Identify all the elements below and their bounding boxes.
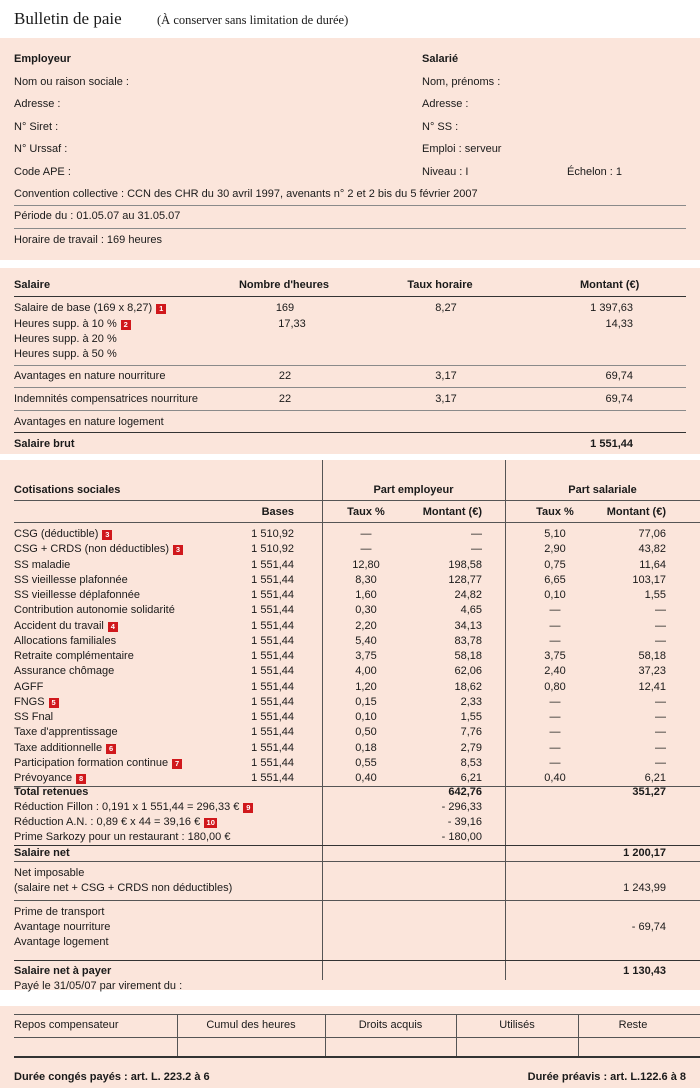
contribution-employee-rate: — xyxy=(549,604,561,617)
divider xyxy=(14,1056,700,1058)
note-badge: 9 xyxy=(243,803,253,813)
salary-row-label: Heures supp. à 20 % xyxy=(14,333,117,345)
divider xyxy=(14,500,700,501)
note-badge: 1 xyxy=(156,304,166,314)
employee-echelon: Échelon : 1 xyxy=(567,166,623,178)
reduction-value: - 180,00 xyxy=(441,831,482,843)
contribution-employer-rate: — xyxy=(360,543,372,556)
salary-row-hours: 169 xyxy=(275,302,295,314)
contribution-employee-amount: 37,23 xyxy=(638,665,666,678)
contribution-label: Accident du travail 4 xyxy=(14,619,118,633)
net-a-payer-label: Salaire net à payer xyxy=(14,965,112,977)
reduction-row: Réduction Fillon : 0,191 x 1 551,44 = 296,33 € 9 xyxy=(14,800,253,814)
contribution-employee-amount: — xyxy=(655,756,666,769)
contribution-employee-rate: 0,75 xyxy=(544,558,566,571)
contribution-employer-amount: 8,53 xyxy=(460,756,482,769)
divider xyxy=(14,387,686,388)
divider xyxy=(14,296,686,297)
note-badge: 2 xyxy=(121,320,131,330)
contributions-heading: Cotisations sociales xyxy=(14,484,121,496)
contribution-label: Prévoyance 8 xyxy=(14,771,86,785)
employer-ape: Code APE : xyxy=(14,166,71,178)
contribution-employer-amount: 58,18 xyxy=(454,650,482,662)
salary-row-label: Avantages en nature nourriture xyxy=(14,370,166,382)
employee-address: Adresse : xyxy=(422,98,469,110)
divider xyxy=(14,900,700,901)
contribution-employer-amount: — xyxy=(471,543,482,556)
contribution-employee-rate: 3,75 xyxy=(544,650,566,662)
col-employer-rate: Taux % xyxy=(347,506,385,518)
contribution-employee-amount: 77,06 xyxy=(638,528,666,540)
contribution-employer-amount: 1,55 xyxy=(460,711,482,723)
contribution-employer-rate: — xyxy=(360,528,372,540)
salaire-brut-label: Salaire brut xyxy=(14,438,75,450)
reduction-row: Réduction A.N. : 0,89 € x 44 = 39,16 € 10 xyxy=(14,815,217,829)
contribution-label: SS maladie xyxy=(14,558,71,571)
salary-row-amount: 69,74 xyxy=(605,370,633,382)
employer-urssaf: N° Urssaf : xyxy=(14,143,68,155)
total-salarie: 351,27 xyxy=(632,786,666,798)
contribution-label: Allocations familiales xyxy=(14,634,117,647)
page-title: Bulletin de paie xyxy=(14,9,122,28)
repos-col-reste: Reste xyxy=(618,1019,648,1031)
contribution-label: CSG (déductible) 3 xyxy=(14,527,112,541)
contribution-employee-rate: — xyxy=(549,695,561,708)
page-subtitle: (À conserver sans limitation de durée) xyxy=(157,13,349,27)
contribution-employer-rate: 0,15 xyxy=(355,695,377,708)
employer-heading: Employeur xyxy=(14,53,71,65)
contribution-base: 1 510,92 xyxy=(251,543,294,556)
salary-row-amount: 14,33 xyxy=(605,318,633,330)
repos-col-utilises: Utilisés xyxy=(499,1019,535,1031)
divider xyxy=(14,960,700,961)
net-imposable-detail: (salaire net + CSG + CRDS non déductibles) xyxy=(14,882,233,894)
divider xyxy=(14,432,686,433)
contribution-employer-rate: 0,40 xyxy=(355,772,377,784)
reduction-row: Prime Sarkozy pour un restaurant : 180,00 € xyxy=(14,831,231,843)
salary-row-rate: 3,17 xyxy=(435,370,457,382)
contribution-base: 1 551,44 xyxy=(251,665,294,678)
net-imposable-label: Net imposable xyxy=(14,867,85,879)
contribution-base: 1 551,44 xyxy=(251,634,294,647)
contribution-base: 1 551,44 xyxy=(251,772,294,784)
avantage-nourriture: Avantage nourriture xyxy=(14,921,111,933)
col-employee-rate: Taux % xyxy=(536,506,574,518)
divider xyxy=(14,365,686,366)
employee-job: Emploi : serveur xyxy=(422,143,502,155)
avantage-nourriture-value: - 69,74 xyxy=(631,921,666,933)
divider xyxy=(14,522,700,523)
contribution-employee-amount: 58,18 xyxy=(638,650,666,662)
note-badge: 7 xyxy=(172,759,182,769)
salary-row-rate: 8,27 xyxy=(435,302,457,314)
part-employeur-heading: Part employeur xyxy=(373,484,454,496)
note-badge: 4 xyxy=(108,622,118,632)
contributions-block xyxy=(0,460,700,990)
net-imposable-value: 1 243,99 xyxy=(623,882,666,894)
contribution-base: 1 551,44 xyxy=(251,573,294,586)
contribution-employee-amount: — xyxy=(655,695,666,708)
salary-row-rate: 3,17 xyxy=(435,393,457,405)
salary-row-hours: 22 xyxy=(278,393,292,405)
contribution-employer-rate: 4,00 xyxy=(355,665,377,678)
contribution-employee-rate: — xyxy=(549,726,561,739)
contribution-employee-rate: — xyxy=(549,741,561,754)
contribution-employer-amount: 4,65 xyxy=(460,604,482,617)
prime-transport: Prime de transport xyxy=(14,906,105,918)
salary-row-label: Salaire de base (169 x 8,27) 1 xyxy=(14,301,166,315)
footer-conges: Durée congés payés : art. L. 223.2 à 6 xyxy=(14,1071,210,1083)
employee-name: Nom, prénoms : xyxy=(422,76,501,88)
col-employee-amount: Montant (€) xyxy=(606,506,666,518)
salary-row-amount: 69,74 xyxy=(605,393,633,405)
contribution-employer-rate: 0,30 xyxy=(355,604,377,617)
contribution-employer-amount: 83,78 xyxy=(454,634,482,647)
col-bases: Bases xyxy=(261,506,294,518)
contribution-employee-rate: — xyxy=(549,634,561,647)
contribution-employee-amount: 11,64 xyxy=(639,558,666,571)
contribution-base: 1 551,44 xyxy=(251,680,294,693)
salary-col-amount: Montant (€) xyxy=(580,279,640,291)
contribution-label: Assurance chômage xyxy=(14,665,115,678)
divider xyxy=(14,861,700,862)
contribution-label: SS Fnal xyxy=(14,711,54,723)
salary-row-label: Heures supp. à 50 % xyxy=(14,348,117,360)
contribution-employer-amount: 128,77 xyxy=(448,573,482,586)
contribution-employee-rate: 5,10 xyxy=(544,528,566,540)
contribution-employee-rate: 0,40 xyxy=(544,772,566,784)
note-badge: 10 xyxy=(204,818,217,828)
contribution-employee-amount: 1,55 xyxy=(644,589,666,601)
salary-row-amount: 1 397,63 xyxy=(590,302,633,314)
horaire: Horaire de travail : 169 heures xyxy=(14,234,162,246)
contribution-employer-amount: 34,13 xyxy=(454,619,482,632)
contribution-employee-amount: — xyxy=(655,711,666,723)
contribution-label: SS vieillesse déplafonnée xyxy=(14,589,140,601)
contribution-employee-rate: — xyxy=(549,711,561,723)
contribution-base: 1 551,44 xyxy=(251,741,294,754)
contribution-employee-rate: 0,10 xyxy=(544,589,566,601)
contribution-base: 1 551,44 xyxy=(251,695,294,708)
contribution-employer-rate: 1,20 xyxy=(355,680,377,693)
employer-siret: N° Siret : xyxy=(14,121,59,133)
part-salariale-heading: Part salariale xyxy=(568,484,637,496)
contribution-label: FNGS 5 xyxy=(14,695,59,709)
contribution-base: 1 551,44 xyxy=(251,558,294,571)
column-separator xyxy=(505,460,506,980)
total-retenues-label: Total retenues xyxy=(14,786,89,798)
contribution-employer-rate: 2,20 xyxy=(355,619,377,632)
contribution-base: 1 510,92 xyxy=(251,528,294,540)
footer-preavis: Durée préavis : art. L.122.6 à 8 xyxy=(527,1071,686,1083)
contribution-label: Taxe d'apprentissage xyxy=(14,726,118,739)
identity-block xyxy=(0,38,700,260)
contribution-base: 1 551,44 xyxy=(251,711,294,723)
salary-col-rate: Taux horaire xyxy=(407,279,473,291)
contribution-employer-rate: 0,10 xyxy=(355,711,377,723)
reduction-value: - 296,33 xyxy=(441,801,482,813)
contribution-base: 1 551,44 xyxy=(251,589,294,601)
periode: Période du : 01.05.07 au 31.05.07 xyxy=(14,210,181,222)
contribution-base: 1 551,44 xyxy=(251,604,294,617)
repos-col-droits: Droits acquis xyxy=(358,1019,423,1031)
contribution-employer-rate: 8,30 xyxy=(355,573,377,586)
contribution-employee-amount: — xyxy=(655,741,666,754)
contribution-employer-amount: 7,76 xyxy=(460,726,482,739)
net-a-payer-value: 1 130,43 xyxy=(623,965,666,977)
contribution-label: Taxe additionnelle 6 xyxy=(14,741,116,755)
contribution-employee-rate: 2,90 xyxy=(544,543,566,556)
contribution-employer-amount: 62,06 xyxy=(454,665,482,678)
contribution-employee-rate: 2,40 xyxy=(544,665,566,678)
contribution-employee-rate: — xyxy=(549,756,561,769)
contribution-employer-rate: 0,18 xyxy=(355,741,377,754)
contribution-employee-rate: 0,80 xyxy=(544,680,566,693)
contribution-employer-amount: 18,62 xyxy=(454,680,482,693)
contribution-employee-amount: 12,41 xyxy=(638,680,666,693)
contribution-employer-rate: 1,60 xyxy=(355,589,377,601)
contribution-label: Participation formation continue 7 xyxy=(14,756,182,770)
contribution-employer-amount: 198,58 xyxy=(448,558,482,571)
employer-address: Adresse : xyxy=(14,98,61,110)
divider xyxy=(14,1014,700,1015)
repos-col-label: Repos compensateur xyxy=(14,1019,119,1031)
note-badge: 6 xyxy=(106,744,116,754)
contribution-employer-rate: 0,50 xyxy=(355,726,377,739)
column-separator xyxy=(322,460,323,980)
employer-name: Nom ou raison sociale : xyxy=(14,76,129,88)
contribution-employer-amount: 2,33 xyxy=(460,695,482,708)
contribution-label: CSG + CRDS (non déductibles) 3 xyxy=(14,542,183,556)
contribution-employee-amount: — xyxy=(655,604,666,617)
contribution-employer-amount: — xyxy=(471,528,482,540)
note-badge: 5 xyxy=(49,698,59,708)
paye-le: Payé le 31/05/07 par virement du : xyxy=(14,980,183,992)
salaire-net-label: Salaire net xyxy=(14,847,70,859)
reduction-value: - 39,16 xyxy=(447,816,482,828)
contribution-base: 1 551,44 xyxy=(251,726,294,739)
contribution-label: Retraite complémentaire xyxy=(14,650,134,662)
divider xyxy=(14,228,686,229)
note-badge: 8 xyxy=(76,774,86,784)
page-header xyxy=(0,0,700,38)
salary-col-label: Salaire xyxy=(14,279,51,291)
salary-row-hours: 17,33 xyxy=(278,318,306,330)
contribution-employer-amount: 2,79 xyxy=(460,741,482,754)
repos-col-cumul: Cumul des heures xyxy=(206,1019,296,1031)
contribution-label: SS vieillesse plafonnée xyxy=(14,573,128,586)
employee-level: Niveau : I xyxy=(422,166,469,178)
contribution-employee-amount: — xyxy=(655,634,666,647)
convention: Convention collective : CCN des CHR du 30 avril 1997, avenants n° 2 et 2 bis du 5 février 2007 xyxy=(14,188,478,200)
contribution-label: Contribution autonomie solidarité xyxy=(14,604,175,617)
note-badge: 3 xyxy=(102,530,112,540)
col-employer-amount: Montant (€) xyxy=(422,506,482,518)
salaire-brut-value: 1 551,44 xyxy=(590,438,633,450)
salary-row-label: Avantages en nature logement xyxy=(14,416,164,428)
contribution-employee-amount: 6,21 xyxy=(644,772,666,784)
contribution-employee-amount: — xyxy=(655,726,666,739)
contribution-base: 1 551,44 xyxy=(251,756,294,769)
contribution-employer-rate: 0,55 xyxy=(355,756,377,769)
salary-row-label: Heures supp. à 10 % 2 xyxy=(14,317,131,331)
contribution-base: 1 551,44 xyxy=(251,619,294,632)
contribution-employer-rate: 5,40 xyxy=(355,634,377,647)
contribution-employee-rate: — xyxy=(549,619,561,632)
employee-ss: N° SS : xyxy=(422,121,459,133)
employee-heading: Salarié xyxy=(422,53,459,65)
contribution-employer-amount: 24,82 xyxy=(454,589,482,601)
note-badge: 3 xyxy=(173,545,183,555)
salaire-net-value: 1 200,17 xyxy=(623,847,666,859)
contribution-employer-rate: 3,75 xyxy=(355,650,377,662)
total-employeur: 642,76 xyxy=(448,786,482,798)
contribution-label: AGFF xyxy=(14,680,44,693)
avantage-logement: Avantage logement xyxy=(14,936,109,948)
contribution-employer-amount: 6,21 xyxy=(460,772,482,784)
divider xyxy=(14,205,686,206)
contribution-employee-amount: 43,82 xyxy=(638,543,666,556)
salary-row-hours: 22 xyxy=(278,370,292,382)
divider xyxy=(14,410,686,411)
contribution-employee-rate: 6,65 xyxy=(544,573,566,586)
salary-row-label: Indemnités compensatrices nourriture xyxy=(14,393,199,405)
contribution-employer-rate: 12,80 xyxy=(352,558,380,571)
salary-block xyxy=(0,268,700,454)
divider xyxy=(14,1037,700,1038)
salary-col-hours: Nombre d'heures xyxy=(238,279,330,291)
repos-block xyxy=(0,1006,700,1088)
contribution-base: 1 551,44 xyxy=(251,650,294,662)
contribution-employee-amount: 103,17 xyxy=(632,573,666,586)
contribution-employee-amount: — xyxy=(655,619,666,632)
